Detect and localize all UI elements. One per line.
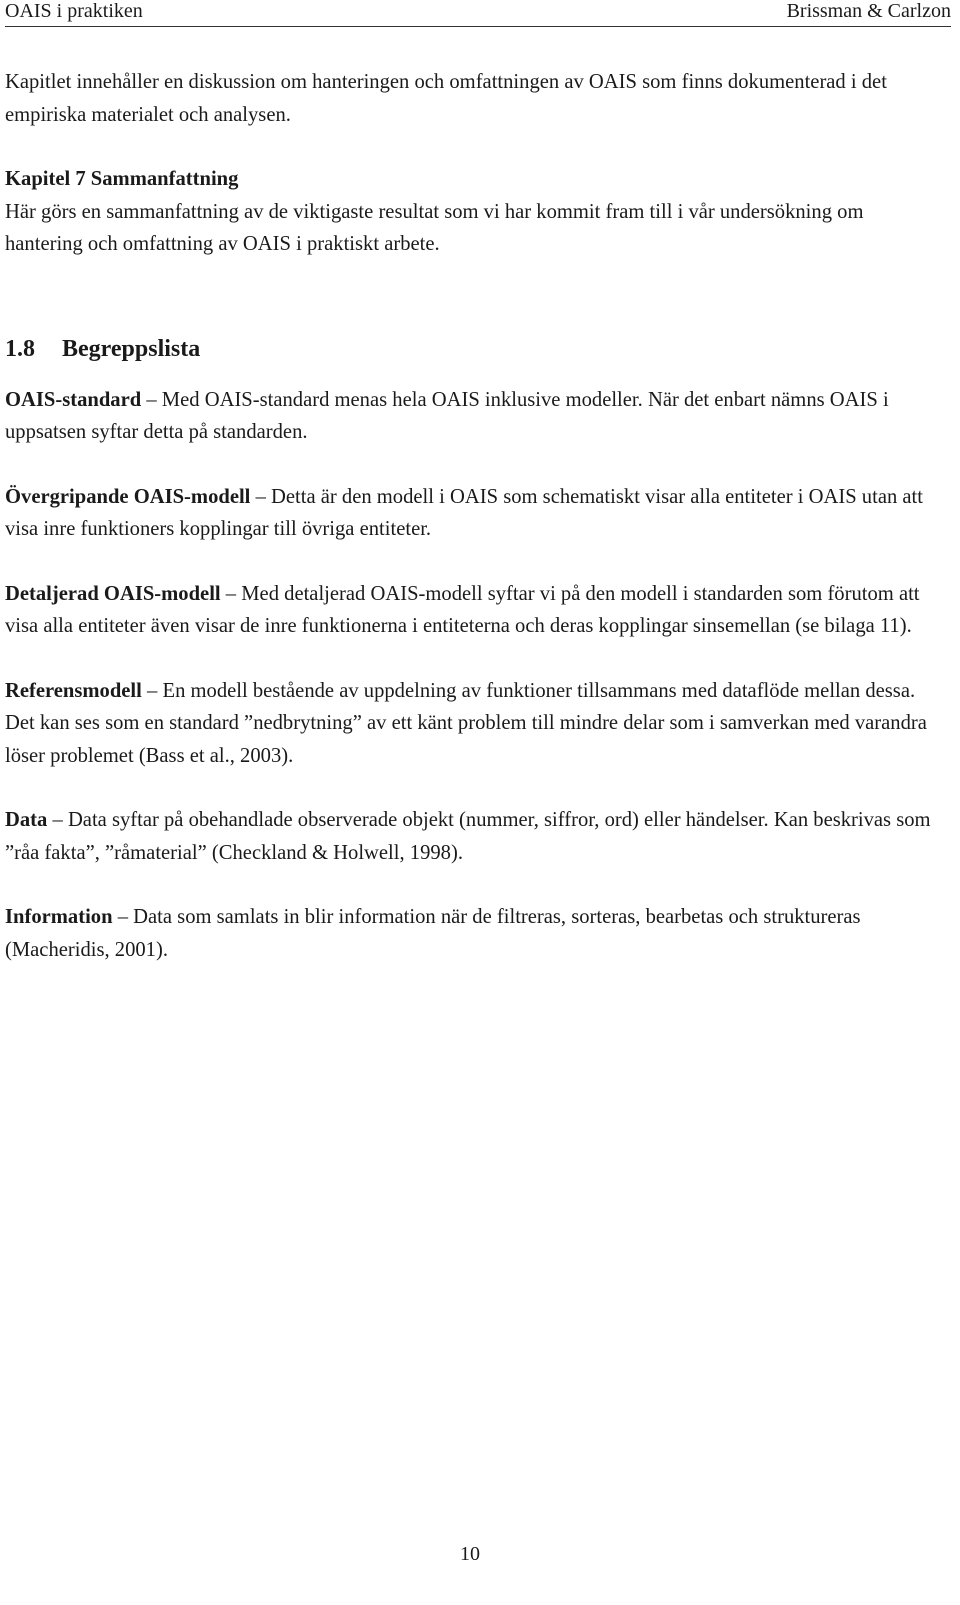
running-title: OAIS i praktiken — [5, 0, 143, 22]
glossary-entry-referensmodell — [5, 675, 945, 773]
glossary-term: Övergripande OAIS-modell — [5, 485, 251, 508]
glossary-dash: – — [225, 582, 237, 605]
glossary-term: Referensmodell — [5, 679, 142, 702]
glossary-definition: Med OAIS-standard menas hela OAIS inklusive modeller. När det enbart nämns OAIS i uppsatsen syftar detta på standarden. — [5, 388, 889, 443]
page-header — [5, 0, 951, 27]
glossary-term: Data — [5, 809, 48, 831]
glossary-definition: Data som samlats in blir information när de filtreras, sorteras, bearbetas och struktureras (Macheridis, 2001). — [5, 906, 861, 961]
glossary-term: OAIS-standard — [5, 388, 142, 411]
glossary-term: Detaljerad OAIS-modell — [5, 582, 221, 605]
page-number: 10 — [460, 1543, 480, 1565]
section-title: Begreppslista — [62, 335, 201, 362]
section-heading — [5, 334, 945, 364]
glossary-dash: – — [255, 485, 266, 508]
glossary-entry-information — [5, 901, 945, 966]
glossary-entry-data — [5, 804, 945, 869]
glossary-definition: Med detaljerad OAIS-modell syftar vi på den modell i standarden som förutom att visa alla entiteter även visar de inre funktionerna i entiteterna och deras kopplingar sinsemellan (se bilaga 11). — [5, 582, 920, 637]
section-number: 1.8 — [5, 335, 35, 362]
glossary-dash: – — [147, 679, 158, 702]
glossary-dash: – — [146, 388, 157, 411]
chapter-7-title: Kapitel 7 Sammanfattning — [5, 168, 239, 190]
glossary-entry-overgripande-oais-modell — [5, 481, 945, 546]
glossary-entry-oais-standard — [5, 384, 945, 449]
glossary-term: Information — [5, 906, 113, 928]
glossary-entry-detaljerad-oais-modell — [5, 578, 945, 643]
glossary-dash: – — [52, 809, 63, 831]
page-content — [5, 66, 945, 998]
intro-paragraph: Kapitlet innehåller en diskussion om hanteringen och omfattningen av OAIS som finns dokumenterad i det empiriska materialet och analysen. — [5, 71, 887, 126]
running-authors: Brissman & Carlzon — [786, 0, 951, 22]
glossary-definition: Detta är den modell i OAIS som schematiskt visar alla entiteter i OAIS utan att visa inre funktioners kopplingar till övriga entiteter. — [5, 485, 923, 540]
glossary-dash: – — [117, 906, 128, 928]
chapter-7-text: Här görs en sammanfattning av de viktigaste resultat som vi har kommit fram till i vår undersökning om hantering och omfattning av OAIS i praktiskt arbete. — [5, 200, 864, 255]
glossary-definition: En modell bestående av uppdelning av funktioner tillsammans med dataflöde mellan dessa. Det kan ses som en standard ”nedbrytning” av ett känt problem till mindre delar som i samverkan med varandra löser problemet (Bass et al., 2003). — [5, 679, 927, 767]
glossary-definition: Data syftar på obehandlade observerade objekt (nummer, siffror, ord) eller händelser. Kan beskrivas som ”råa fakta”, ”råmaterial” (Checkland & Holwell, 1998). — [5, 809, 931, 864]
